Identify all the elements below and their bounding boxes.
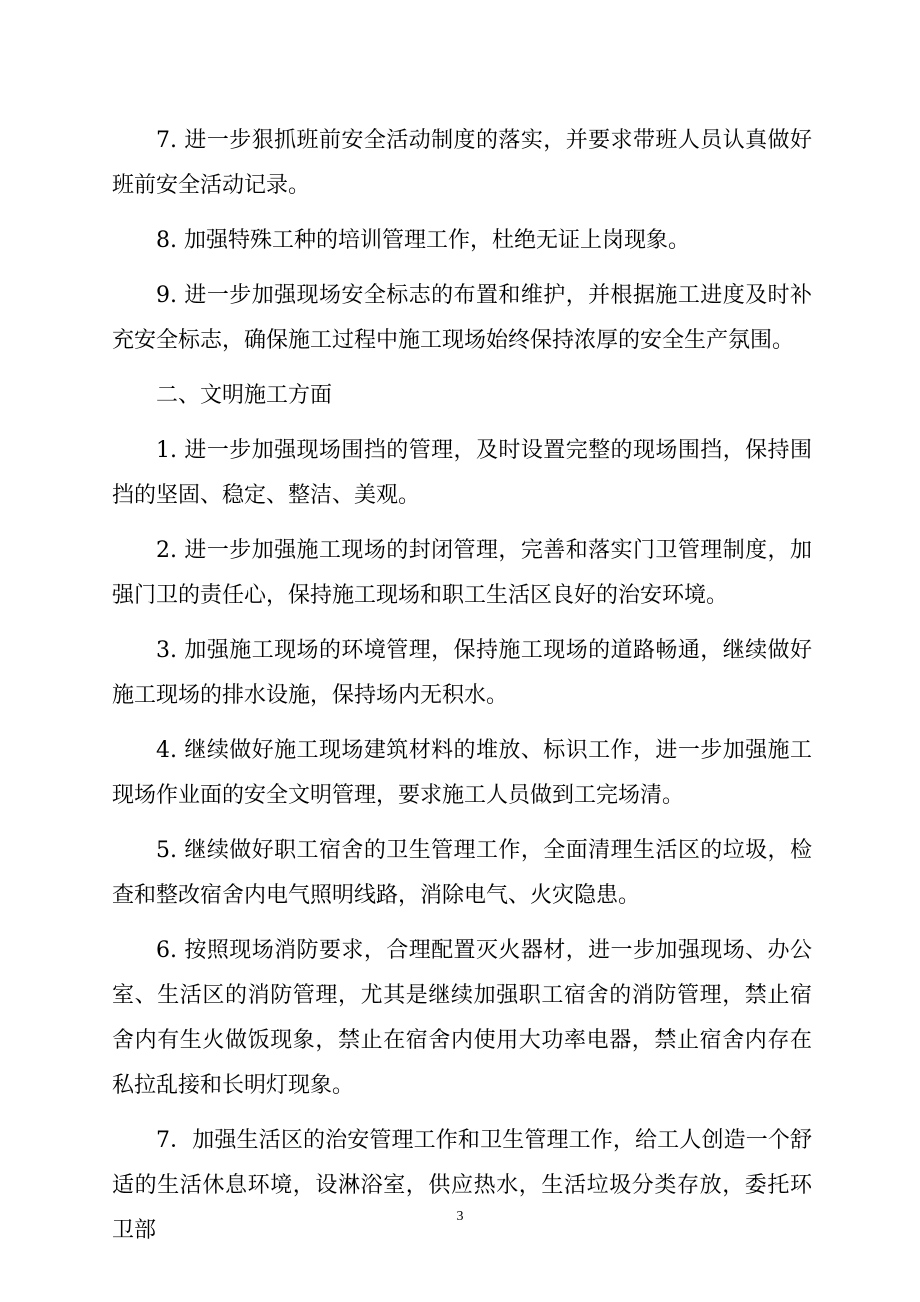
paragraph-safety-item-7: 7. 进一步狠抓班前安全活动制度的落实，并要求带班人员认真做好班前安全活动记录。 <box>112 128 812 198</box>
paragraph-civil-item-5: 5. 继续做好职工宿舍的卫生管理工作，全面清理生活区的垃圾，检查和整改宿舍内电气照明线路，消除电气、火灾隐患。 <box>112 838 812 908</box>
page-number: 3 <box>456 1209 464 1224</box>
paragraph-safety-item-9: 9. 进一步加强现场安全标志的布置和维护，并根据施工进度及时补充安全标志，确保施工过程中施工现场始终保持浓厚的安全生产氛围。 <box>112 283 812 353</box>
paragraph-civil-item-6: 6. 按照现场消防要求，合理配置灭火器材，进一步加强现场、办公室、生活区的消防管理，尤其是继续加强职工宿舍的消防管理，禁止宿舍内有生火做饭现象，禁止在宿舍内使用大功率电器，禁止宿舍内存在私拉乱接和长明灯现象。 <box>112 938 812 1098</box>
paragraph-civil-item-1: 1. 进一步加强现场围挡的管理，及时设置完整的现场围挡，保持围挡的坚固、稳定、整洁、美观。 <box>112 438 812 508</box>
paragraph-civil-item-2: 2. 进一步加强施工现场的封闭管理，完善和落实门卫管理制度，加强门卫的责任心，保持施工现场和职工生活区良好的治安环境。 <box>112 538 812 608</box>
paragraph-civil-item-7: 7．加强生活区的治安管理工作和卫生管理工作，给工人创造一个舒适的生活休息环境，设淋浴室，供应热水，生活垃圾分类存放，委托环卫部 <box>112 1128 812 1243</box>
paragraph-safety-item-8: 8. 加强特殊工种的培训管理工作，杜绝无证上岗现象。 <box>156 228 690 253</box>
section-heading: 二、文明施工方面 <box>156 383 333 408</box>
paragraph-civil-item-4: 4. 继续做好施工现场建筑材料的堆放、标识工作，进一步加强施工现场作业面的安全文明管理，要求施工人员做到工完场清。 <box>112 738 812 808</box>
document-body <box>112 118 812 1263</box>
paragraph-civil-item-3: 3. 加强施工现场的环境管理，保持施工现场的道路畅通，继续做好施工现场的排水设施，保持场内无积水。 <box>112 638 812 708</box>
